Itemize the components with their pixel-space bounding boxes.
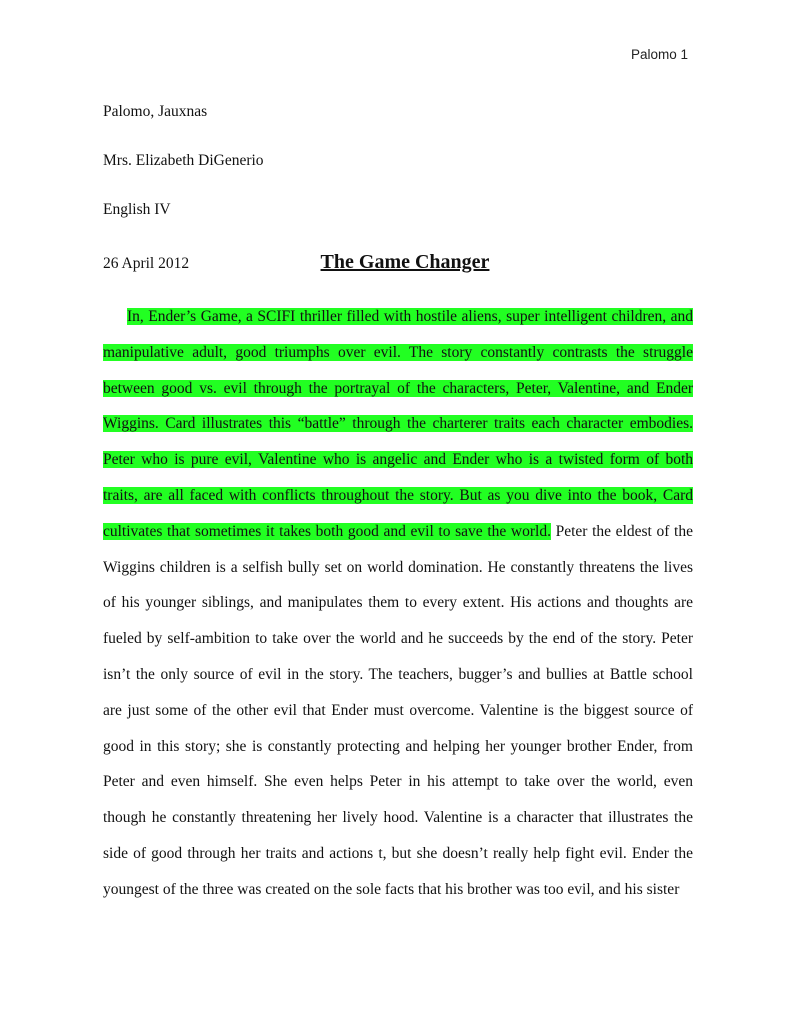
highlighted-text: In, Ender’s Game, a SCIFI thriller filled with hostile aliens, super intelligent children, and	[127, 308, 693, 325]
body-line	[103, 880, 693, 916]
plain-text: youngest of the three was created on the sole facts that his brother was too evil, and his sister	[103, 880, 680, 898]
body-line	[103, 414, 693, 450]
body-line	[103, 737, 693, 773]
body-line	[103, 522, 693, 558]
running-header-page-label: Palomo 1	[630, 47, 688, 62]
essay-date: 26 April 2012	[103, 255, 190, 272]
body-line	[103, 808, 693, 844]
plain-text: good in this story; she is constantly protecting and helping her younger brother Ender, from	[103, 737, 693, 755]
body-line	[103, 772, 693, 808]
plain-text: are just some of the other evil that Ender must overcome. Valentine is the biggest source of	[103, 701, 693, 719]
body-line	[103, 486, 693, 522]
plain-text: of his younger siblings, and manipulates them to every extent. His actions and thoughts are	[103, 594, 693, 612]
body-line	[103, 629, 693, 665]
body-line	[103, 665, 693, 701]
body-line	[103, 379, 693, 415]
essay-body	[103, 307, 693, 916]
essay-title: The Game Changer	[320, 251, 490, 273]
highlighted-text: between good vs. evil through the portrayal of the characters, Peter, Valentine, and Ender	[103, 379, 693, 397]
body-line	[103, 844, 693, 880]
student-name: Palomo, Jauxnas	[103, 103, 208, 120]
plain-text: Peter the eldest of the	[550, 522, 693, 540]
body-line	[103, 701, 693, 737]
body-line	[103, 307, 693, 343]
highlighted-text: Wiggins. Card illustrates this “battle” through the charterer traits each character embodies.	[103, 415, 693, 433]
plain-text: Wiggins children is a selfish bully set on world domination. He constantly threatens the lives	[103, 558, 693, 576]
body-line	[103, 343, 693, 379]
plain-text: side of good through her traits and actions t, but she doesn’t really help fight evil. Ender the	[103, 844, 693, 862]
plain-text: Peter and even himself. She even helps Peter in his attempt to take over the world, even	[103, 773, 693, 791]
highlighted-text: manipulative adult, good triumphs over evil. The story constantly contrasts the struggle	[103, 343, 693, 361]
course-name: English IV	[103, 201, 171, 218]
plain-text: isn’t the only source of evil in the story. The teachers, bugger’s and bullies at Battle school	[103, 665, 693, 683]
highlighted-text: Peter who is pure evil, Valentine who is angelic and Ender who is a twisted form of both	[103, 451, 693, 469]
highlighted-text: traits, are all faced with conflicts throughout the story. But as you dive into the book, Card	[103, 486, 693, 504]
body-line	[103, 593, 693, 629]
body-line	[103, 450, 693, 486]
plain-text: fueled by self-ambition to take over the world and he succeeds by the end of the story. Peter	[103, 630, 693, 648]
body-line	[103, 558, 693, 594]
teacher-name: Mrs. Elizabeth DiGenerio	[103, 152, 264, 169]
highlighted-text: cultivates that sometimes it takes both good and evil to save the world.	[103, 522, 551, 540]
plain-text: though he constantly threatening her lively hood. Valentine is a character that illustrates the	[103, 809, 693, 827]
